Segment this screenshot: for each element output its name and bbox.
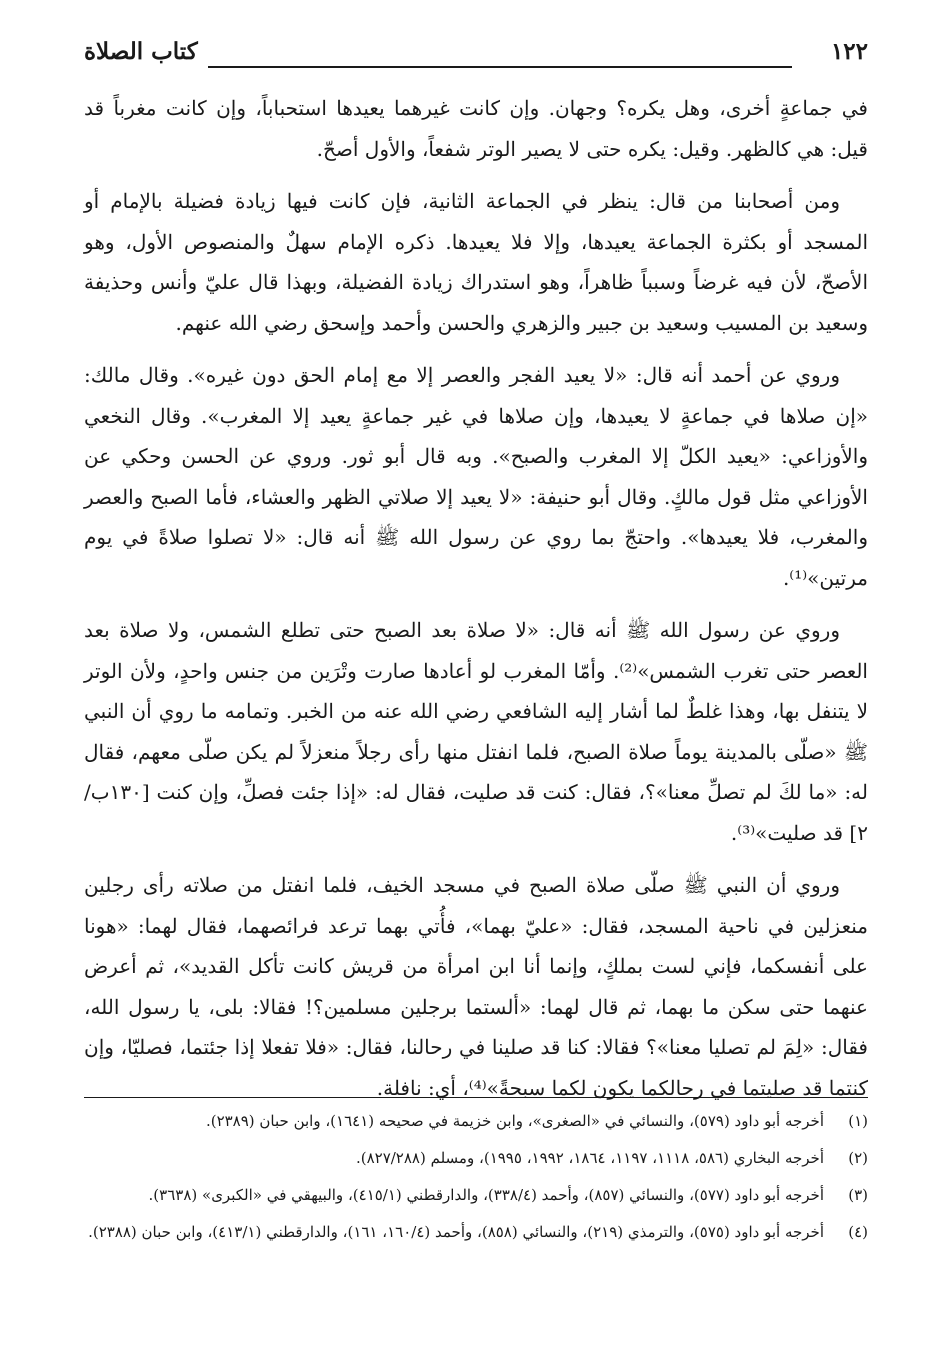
- footnotes: [84, 1108, 868, 1256]
- footnote: [84, 1108, 868, 1135]
- footnote: [84, 1182, 868, 1209]
- footnote-number: (١): [848, 1112, 868, 1130]
- paragraph: في جماعةٍ أخرى، وهل يكره؟ وجهان. وإن كانت غيرهما يعيدها استحباباً، وإن كانت مغرباً قد قيل: هي كالظهر. وقيل: يكره حتى لا يصير الوتر شفعاً، والأول أصحّ.: [84, 96, 868, 161]
- footnote-number: (٤): [848, 1223, 868, 1241]
- footnote: [84, 1219, 868, 1246]
- footnote-separator: [84, 1097, 868, 1098]
- paragraph: وروي عن رسول الله ﷺ أنه قال: «لا صلاة بعد الصبح حتى تطلع الشمس، ولا صلاة بعد العصر حتى تغرب الشمس»⁽²⁾. وأمّا المغرب لو أعادها صارت وتْرَين من جنس واحدٍ، ولأن الوتر لا يتنفل بها، وهذا غلطٌ لما أشار إليه الشافعي رضي الله عنه من الخبر. وتمامه ما روي أن النبي ﷺ «صلّى بالمدينة يوماً صلاة الصبح، فلما انفتل منها رأى رجلاً منعزلاً لم يكن صلّى معهم، فقال له: «ما لكَ لم تصلِّ معنا»؟، فقال: كنت قد صليت، فقال له: «إذا جئت فصلِّ، وإن كنت [١٣٠ب/٢] قد صليت»⁽³⁾.: [84, 618, 868, 845]
- paragraph: ومن أصحابنا من قال: ينظر في الجماعة الثانية، فإن كانت فيها زيادة فضيلة بالإمام أو المسجد أو بكثرة الجماعة يعيدها، وإلا فلا يعيدها. ذكره الإمام سهلٌ والمنصوص الأول، وهو الأصحّ، لأن فيه غرضاً وسبباً ظاهراً، وهو استدراك زيادة الفضيلة، وبهذا قال عليّ وأنس وحذيفة وسعيد بن المسيب وسعيد بن جبير والزهري والحسن وأحمد وإسحق رضي الله عنهم.: [84, 189, 868, 335]
- footnote-text: أخرجه أبو داود (٥٧٥)، والترمذي (٢١٩)، والنسائي (٨٥٨)، وأحمد (١٦٠/٤، ١٦١)، والدارقطني (٤١٣/١)، وابن حبان (٢٣٨٨).: [88, 1223, 824, 1241]
- footnote-text: أخرجه أبو داود (٥٧٧)، والنسائي (٨٥٧)، وأحمد (٣٣٨/٤)، والدارقطني (٤١٥/١)، والبيهقي في «الكبرى» (٣٦٣٨).: [148, 1186, 824, 1204]
- header-rule: [208, 66, 792, 68]
- footnote-number: (٢): [848, 1149, 868, 1167]
- footnote-text: أخرجه أبو داود (٥٧٩)، والنسائي في «الصغرى»، وابن خزيمة في صحيحه (١٦٤١)، وابن حبان (٢٣٨٩).: [205, 1112, 824, 1130]
- paragraph: وروي عن أحمد أنه قال: «لا يعيد الفجر والعصر إلا مع إمام الحق دون غيره». وقال مالك: «إن صلاها في جماعةٍ لا يعيدها، وإن صلاها في غير جماعةٍ يعيد إلا المغرب». وقال النخعي والأوزاعي: «يعيد الكلّ إلا المغرب والصبح». وبه قال أبو ثور. وروي عن الحسن وحكي عن الأوزاعي مثل قول مالكٍ. وقال أبو حنيفة: «لا يعيد إلا صلاتي الظهر والعشاء، فأما الصبح والعصر والمغرب، فلا يعيدها». واحتجّ بما روي عن رسول الله ﷺ أنه قال: «لا تصلوا صلاةً في يوم مرتين»⁽¹⁾.: [84, 363, 868, 590]
- main-text: [84, 88, 868, 1120]
- page-number: ١٢٢: [830, 38, 868, 65]
- paragraph: وروي أن النبي ﷺ صلّى صلاة الصبح في مسجد الخيف، فلما انفتل من صلاته رأى رجلين منعزلين في ناحية المسجد، فقال: «عليّ بهما»، فأُتي بهما ترعد فرائصهما، فقال لهما: «هونا على أنفسكما، فإني لست بملكٍ، وإنما أنا ابن امرأة من قريش كانت تأكل القديد»، ثم أعرض عنهما حتى سكن ما بهما، ثم قال لهما: «ألستما برجلين مسلمين؟! فقالا: بلى، يا رسول الله، فقال: «لِمَ لم تصليا معنا»؟ فقالا: كنا قد صلينا في رحالنا، فقال: «فلا تفعلا إذا جئتما، فصليّا، وإن كنتما قد صليتما في رحالكما يكون لكما سبحةً»⁽⁴⁾، أي: نافلة.: [84, 873, 868, 1100]
- footnote-number: (٣): [848, 1186, 868, 1204]
- running-title: كتاب الصلاة: [84, 38, 198, 65]
- footnote-text: أخرجه البخاري (٥٨٦، ١١١٨، ١١٩٧، ١٨٦٤، ١٩٩٢، ١٩٩٥)، ومسلم (٨٢٧/٢٨٨).: [355, 1149, 824, 1167]
- footnote: [84, 1145, 868, 1172]
- page-header: [84, 38, 868, 78]
